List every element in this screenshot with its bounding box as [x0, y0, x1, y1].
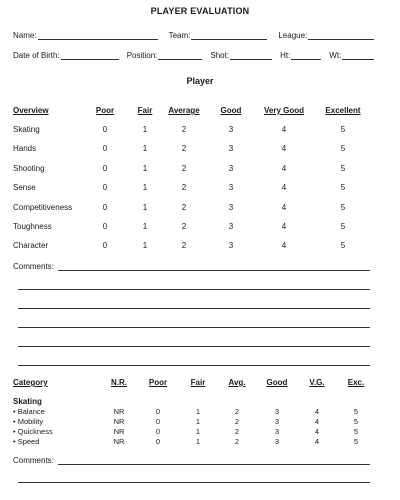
rating-5[interactable]: 5 [353, 427, 359, 436]
rating-5[interactable]: 5 [340, 164, 346, 173]
table-row [0, 241, 400, 253]
rating-1[interactable]: 1 [142, 144, 148, 153]
position-label: Position: [126, 51, 158, 60]
rating-2[interactable]: 2 [181, 241, 187, 250]
page-title: PLAYER EVALUATION [150, 6, 250, 16]
rating-nr[interactable]: NR [113, 437, 125, 446]
rating-2[interactable]: 2 [234, 427, 240, 436]
rating-2[interactable]: 2 [181, 164, 187, 173]
group-title-skating: Skating [13, 397, 42, 406]
rating-0[interactable]: 0 [155, 427, 161, 436]
rating-3[interactable]: 3 [228, 164, 234, 173]
shot-input-line[interactable] [230, 50, 272, 60]
rating-5[interactable]: 5 [340, 125, 346, 134]
position-input-line[interactable] [158, 50, 202, 60]
rating-3[interactable]: 3 [228, 241, 234, 250]
rating-2[interactable]: 2 [181, 144, 187, 153]
rating-3[interactable]: 3 [228, 183, 234, 192]
rating-5[interactable]: 5 [353, 417, 359, 426]
table-row [0, 164, 400, 176]
row-label: Character [13, 241, 49, 250]
header-nr: N.R. [111, 378, 127, 387]
header-average: Average [168, 106, 200, 115]
rating-1[interactable]: 1 [142, 203, 148, 212]
row-label: • Speed [13, 437, 40, 446]
rating-5[interactable]: 5 [353, 437, 359, 446]
header-very-good: Very Good [263, 106, 305, 115]
rating-1[interactable]: 1 [195, 437, 201, 446]
table-row [0, 407, 400, 417]
rating-0[interactable]: 0 [102, 164, 108, 173]
rating-2[interactable]: 2 [234, 407, 240, 416]
row-label: Hands [13, 144, 37, 153]
table-row [0, 203, 400, 215]
header-good: Good [220, 106, 242, 115]
league-field[interactable] [278, 30, 374, 40]
overview-table-header [0, 106, 400, 118]
rating-0[interactable]: 0 [102, 183, 108, 192]
table-row [0, 437, 400, 447]
row-label: Sense [13, 183, 36, 192]
header-good: Good [266, 378, 288, 387]
height-label: Ht: [280, 51, 291, 60]
rating-4[interactable]: 4 [314, 407, 320, 416]
comments-line[interactable] [18, 308, 370, 309]
rating-3[interactable]: 3 [228, 125, 234, 134]
rating-2[interactable]: 2 [181, 125, 187, 134]
rating-5[interactable]: 5 [353, 407, 359, 416]
comments-line[interactable] [18, 346, 370, 347]
row-label: Skating [13, 125, 40, 134]
rating-nr[interactable]: NR [113, 407, 125, 416]
team-label: Team: [168, 31, 191, 40]
shot-field[interactable] [210, 50, 272, 60]
height-input-line[interactable] [291, 50, 321, 60]
weight-label: Wt: [329, 51, 342, 60]
header-fair: Fair [137, 106, 153, 115]
rating-3[interactable]: 3 [274, 427, 280, 436]
header-exc: Exc. [347, 378, 365, 387]
rating-0[interactable]: 0 [102, 203, 108, 212]
rating-4[interactable]: 4 [281, 203, 287, 212]
rating-0[interactable]: 0 [155, 417, 161, 426]
rating-0[interactable]: 0 [102, 144, 108, 153]
name-field[interactable] [13, 30, 158, 40]
rating-4[interactable]: 4 [281, 164, 287, 173]
comments-line[interactable] [18, 365, 370, 366]
rating-3[interactable]: 3 [274, 417, 280, 426]
rating-4[interactable]: 4 [281, 125, 287, 134]
rating-3[interactable]: 3 [274, 407, 280, 416]
rating-2[interactable]: 2 [234, 417, 240, 426]
shot-label: Shot: [210, 51, 230, 60]
comments-line[interactable] [18, 289, 370, 290]
rating-4[interactable]: 4 [281, 183, 287, 192]
rating-4[interactable]: 4 [314, 427, 320, 436]
rating-3[interactable]: 3 [228, 144, 234, 153]
section-title-player: Player [186, 76, 214, 86]
rating-1[interactable]: 1 [195, 427, 201, 436]
rating-5[interactable]: 5 [340, 203, 346, 212]
row-label: Competitiveness [13, 203, 73, 212]
rating-3[interactable]: 3 [228, 203, 234, 212]
rating-3[interactable]: 3 [228, 222, 234, 231]
header-fair: Fair [190, 378, 206, 387]
row-label: Toughness [13, 222, 52, 231]
comments-label-1: Comments: [13, 262, 54, 271]
rating-2[interactable]: 2 [181, 183, 187, 192]
height-field[interactable] [280, 50, 321, 60]
comments-label-2: Comments: [13, 456, 54, 465]
rating-3[interactable]: 3 [274, 437, 280, 446]
rating-5[interactable]: 5 [340, 183, 346, 192]
table-row [0, 183, 400, 195]
header-poor: Poor [95, 106, 115, 115]
rating-5[interactable]: 5 [340, 144, 346, 153]
league-input-line[interactable] [308, 30, 374, 40]
header-avg: Avg. [228, 378, 246, 387]
comments-line[interactable] [58, 464, 370, 465]
weight-field[interactable] [329, 50, 374, 60]
header-poor: Poor [148, 378, 168, 387]
table-row [0, 222, 400, 234]
name-label: Name: [13, 31, 37, 40]
rating-1[interactable]: 1 [142, 222, 148, 231]
dob-field[interactable] [13, 50, 119, 60]
header-overview: Overview [13, 106, 49, 115]
rating-2[interactable]: 2 [181, 203, 187, 212]
comments-line[interactable] [18, 327, 370, 328]
rating-1[interactable]: 1 [142, 164, 148, 173]
rating-0[interactable]: 0 [155, 407, 161, 416]
dob-label: Date of Birth: [13, 51, 60, 60]
rating-4[interactable]: 4 [314, 437, 320, 446]
row-label: • Balance [13, 407, 45, 416]
rating-5[interactable]: 5 [340, 222, 346, 231]
rating-4[interactable]: 4 [281, 144, 287, 153]
name-input-line[interactable] [38, 30, 158, 40]
rating-1[interactable]: 1 [195, 407, 201, 416]
rating-2[interactable]: 2 [181, 222, 187, 231]
player-info-row-1 [13, 26, 385, 40]
rating-0[interactable]: 0 [102, 241, 108, 250]
comments-line[interactable] [58, 270, 370, 271]
row-label: • Mobility [13, 417, 44, 426]
rating-nr[interactable]: NR [113, 417, 125, 426]
player-info-row-2 [13, 46, 385, 60]
rating-4[interactable]: 4 [281, 222, 287, 231]
header-excellent: Excellent [325, 106, 361, 115]
rating-1[interactable]: 1 [195, 417, 201, 426]
dob-input-line[interactable] [61, 50, 119, 60]
table-row [0, 417, 400, 427]
header-vg: V.G. [309, 378, 325, 387]
rating-1[interactable]: 1 [142, 183, 148, 192]
comments-line[interactable] [18, 482, 370, 483]
header-category: Category [13, 378, 48, 387]
rating-2[interactable]: 2 [234, 437, 240, 446]
rating-nr[interactable]: NR [113, 427, 125, 436]
row-label: Shooting [13, 164, 45, 173]
category-table-header [0, 378, 400, 390]
table-row [0, 144, 400, 156]
table-row [0, 125, 400, 137]
row-label: • Quickness [13, 427, 53, 436]
position-field[interactable] [127, 50, 203, 60]
rating-4[interactable]: 4 [314, 417, 320, 426]
team-field[interactable] [169, 30, 268, 40]
rating-0[interactable]: 0 [102, 125, 108, 134]
rating-0[interactable]: 0 [102, 222, 108, 231]
rating-1[interactable]: 1 [142, 125, 148, 134]
rating-5[interactable]: 5 [340, 241, 346, 250]
league-label: League: [278, 31, 308, 40]
team-input-line[interactable] [191, 30, 267, 40]
rating-0[interactable]: 0 [155, 437, 161, 446]
weight-input-line[interactable] [342, 50, 374, 60]
rating-1[interactable]: 1 [142, 241, 148, 250]
rating-4[interactable]: 4 [281, 241, 287, 250]
table-row [0, 427, 400, 437]
